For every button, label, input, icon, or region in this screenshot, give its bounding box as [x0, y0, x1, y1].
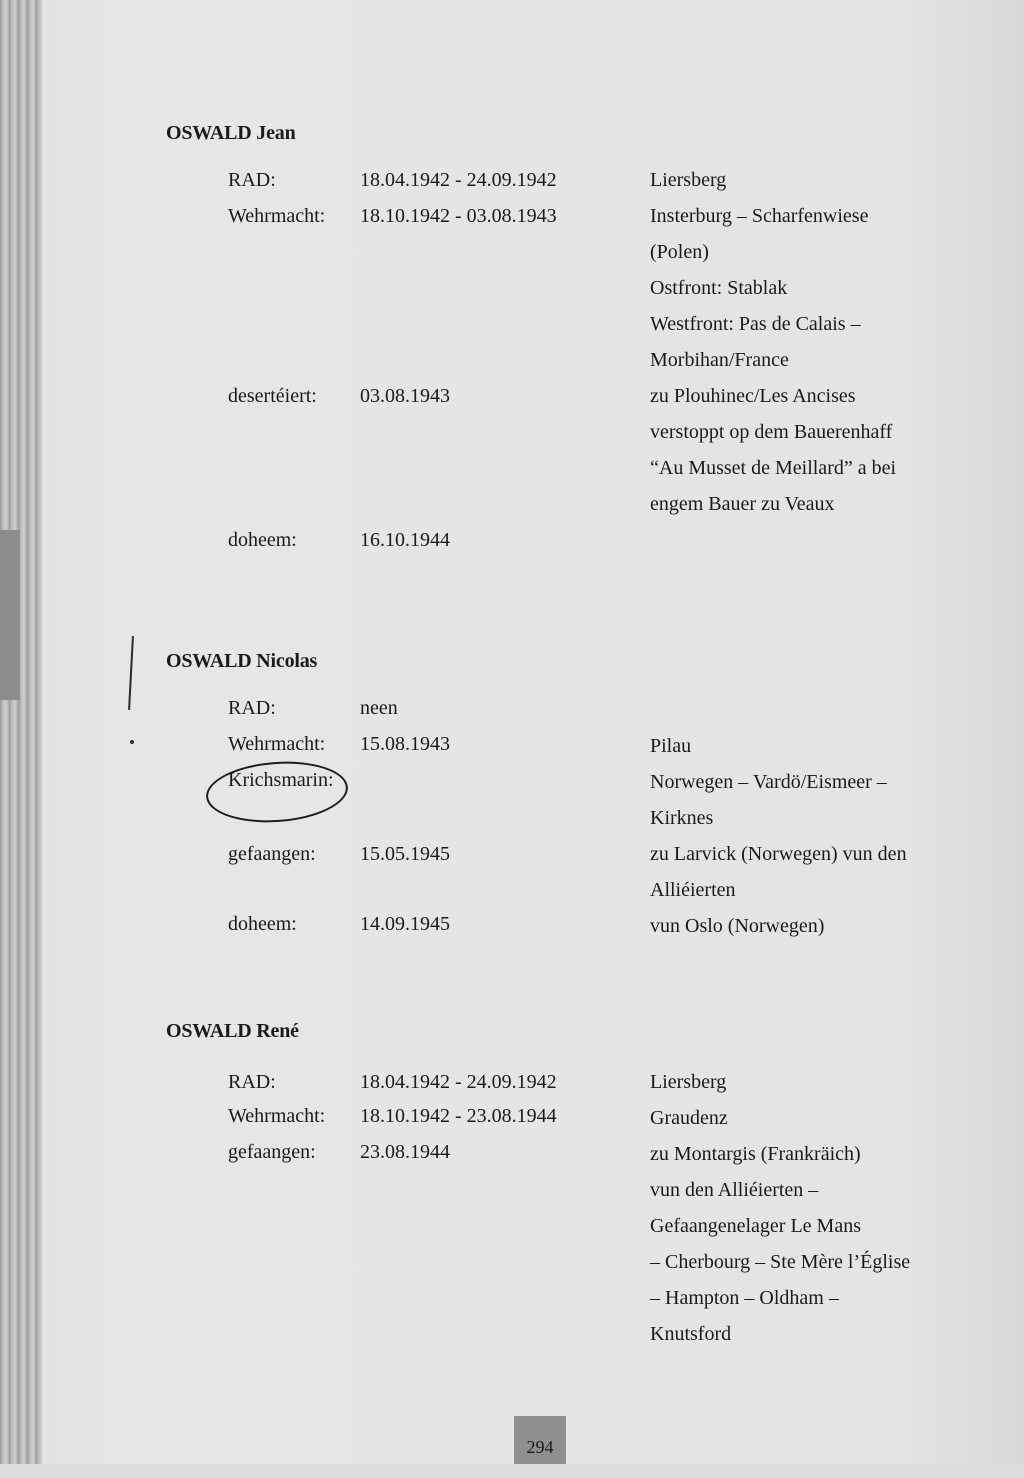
page-number: 294: [514, 1416, 566, 1464]
place-line: vun den Alliéierten –: [650, 1179, 819, 1201]
place-line: “Au Musset de Meillard” a bei: [650, 457, 897, 479]
book-spine: [0, 0, 42, 1464]
place-line: Liersberg: [650, 1071, 727, 1093]
date-wehrmacht-rene: 18.10.1942 - 23.08.1944: [360, 1105, 557, 1127]
place-line: vun Oslo (Norwegen): [650, 915, 825, 937]
label-doheem-jean: doheem:: [228, 529, 297, 551]
label-desertieert-jean: desertéiert:: [228, 385, 317, 407]
label-doheem-nicolas: doheem:: [228, 913, 297, 935]
spine-tab: [0, 530, 20, 700]
place-line: engem Bauer zu Veaux: [650, 493, 835, 515]
place-line: Ostfront: Stablak: [650, 277, 788, 299]
place-line: (Polen): [650, 241, 709, 263]
handwritten-dot: [130, 740, 134, 744]
date-rad-nicolas: neen: [360, 697, 398, 719]
place-line: Knutsford: [650, 1323, 732, 1345]
entry-name-nicolas: OSWALD Nicolas: [166, 650, 318, 672]
label-wehrmacht-rene: Wehrmacht:: [228, 1105, 326, 1127]
label-rad-rene: RAD:: [228, 1071, 276, 1093]
label-rad-jean: RAD:: [228, 169, 276, 191]
date-rad-jean: 18.04.1942 - 24.09.1942: [360, 169, 557, 191]
entry-name-rene: OSWALD René: [166, 1020, 299, 1042]
place-line: Kirknes: [650, 807, 714, 829]
entry-name-jean: OSWALD Jean: [166, 122, 296, 144]
date-doheem-nicolas: 14.09.1945: [360, 913, 450, 935]
date-rad-rene: 18.04.1942 - 24.09.1942: [360, 1071, 557, 1093]
place-line: Morbihan/France: [650, 349, 789, 371]
place-line: Pilau: [650, 735, 692, 757]
place-line: zu Montargis (Frankräich): [650, 1143, 861, 1165]
date-gefaangen-nicolas: 15.05.1945: [360, 843, 450, 865]
place-line: verstoppt op dem Bauerenhaff: [650, 421, 893, 443]
place-line: Alliéierten: [650, 879, 736, 901]
label-wehrmacht-jean: Wehrmacht:: [228, 205, 326, 227]
place-line: – Cherbourg – Ste Mère l’Église: [650, 1251, 911, 1273]
date-wehrmacht-jean: 18.10.1942 - 03.08.1943: [360, 205, 557, 227]
place-line: zu Larvick (Norwegen) vun den: [650, 843, 907, 865]
place-line: Norwegen – Vardö/Eismeer –: [650, 771, 887, 793]
place-line: – Hampton – Oldham –: [650, 1287, 839, 1309]
label-krichsmarin-nicolas: Krichsmarin:: [228, 769, 334, 791]
place-line: Gefaangenelager Le Mans: [650, 1215, 861, 1237]
label-gefaangen-nicolas: gefaangen:: [228, 843, 316, 865]
handwritten-circle: [204, 757, 350, 827]
label-rad-nicolas: RAD:: [228, 697, 276, 719]
date-desertieert-jean: 03.08.1943: [360, 385, 450, 407]
date-wehrmacht-nicolas: 15.08.1943: [360, 733, 450, 755]
place-line: Westfront: Pas de Calais –: [650, 313, 861, 335]
place-line: Graudenz: [650, 1107, 728, 1129]
label-wehrmacht-nicolas: Wehrmacht:: [228, 733, 326, 755]
place-line: Insterburg – Scharfenwiese: [650, 205, 869, 227]
handwritten-margin-line: [128, 636, 134, 710]
label-gefaangen-rene: gefaangen:: [228, 1141, 316, 1163]
date-gefaangen-rene: 23.08.1944: [360, 1141, 450, 1163]
place-line: zu Plouhinec/Les Ancises: [650, 385, 856, 407]
place-line: Liersberg: [650, 169, 727, 191]
date-doheem-jean: 16.10.1944: [360, 529, 450, 551]
